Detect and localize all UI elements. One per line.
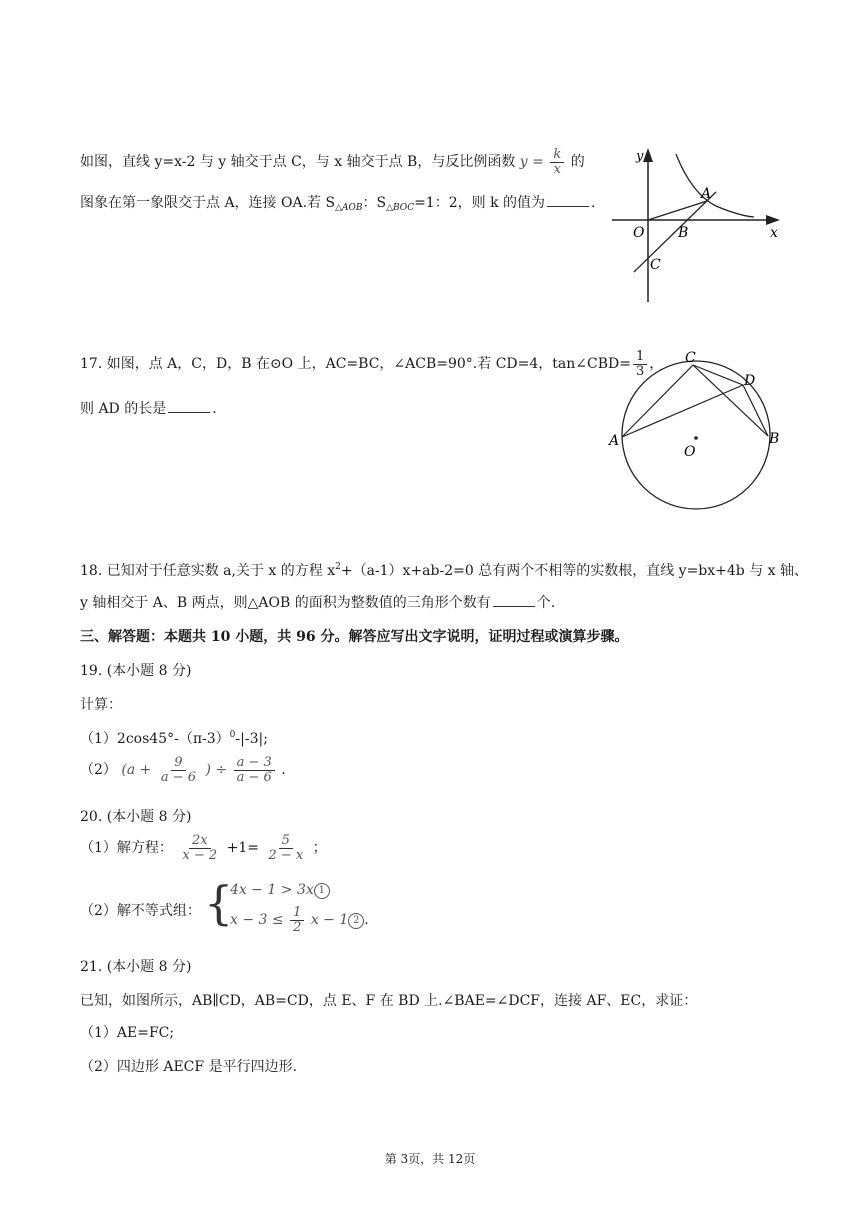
q20-part1: （1）解方程： $\frac{2x}{x - 2}$ +1= $\frac{5}{2 - x}$ ； [80, 833, 327, 863]
label-O: O [684, 444, 696, 460]
inequality-2: x − 3 ≤ $\frac{1}{2}$ x − 1 2 . [230, 905, 369, 935]
label-C: C [685, 350, 696, 366]
answer-blank-18 [493, 594, 535, 607]
q17-line1: 17. 如图，点 A，C，D，B 在⊙O 上，AC=BC，∠ACB=90°.若 CD=4，tan∠CBD= $\frac{1}{3}$ ， [80, 349, 664, 379]
chord-CD [693, 365, 743, 385]
q19-part1: $(1)2\cos 45^\circ-(\pi-3)^0-|-3|$; [80, 730, 268, 747]
q21-header: 21. (本小题 8 分) [80, 959, 192, 975]
q18-line1: 18. 已知对于任意实数 a,关于 x 的方程 $x^2+(a-1)x+ab-2=0$ 总有两个不相等的实数根，直线 y=bx+4b 与 x 轴、 [80, 562, 809, 579]
label-A: A [701, 186, 712, 202]
section-3-heading: 三、解答题：本题共 10 小题，共 96 分。解答应写出文字说明，证明过程或演算步骤。 [80, 629, 629, 645]
label-O: O [633, 225, 645, 241]
y-axis-arrow [643, 148, 653, 162]
chord-AD [622, 385, 743, 437]
line-y-x-2 [634, 192, 716, 272]
chord-AC [622, 365, 693, 437]
label-B: B [769, 431, 780, 447]
q18-line2: y 轴相交于 A、B 两点，则△AOB 的面积为整数值的三角形个数有 个. [80, 595, 556, 611]
figure-16-graph [608, 140, 788, 310]
page-footer: 第 3页，共 12页 [384, 1152, 476, 1166]
segment-OA [648, 201, 707, 220]
brace: { [204, 876, 234, 930]
q21-line1: 已知，如图所示，AB∥CD，AB=CD，点 E、F 在 BD 上.∠BAE=∠DCF，连接 AF、EC，求证： [80, 993, 698, 1009]
answer-blank-17 [168, 400, 210, 413]
q20-part2-label: （2）解不等式组： [80, 903, 201, 919]
q16-line1: 如图，直线 y=x-2 与 y 轴交于点 C，与 x 轴交于点 B，与反比例函数 y = $\frac{k}{x}$ 的 [80, 147, 585, 177]
q16-line2: 图象在第一象限交于点 A，连接 OA.若 $S_{\triangle AOB}$：$S_{\triangle BOC}=1$：2，则 k 的值为 . [80, 195, 596, 213]
x-axis-arrow [766, 215, 780, 225]
label-C: C [650, 257, 661, 273]
q20-header: 20. (本小题 8 分) [80, 809, 192, 825]
label-y: y [636, 149, 644, 164]
label-A: A [609, 433, 620, 449]
answer-blank-16 [547, 194, 589, 207]
figure-17-circle [606, 350, 786, 516]
chord-CB [693, 365, 768, 436]
q17-line2: 则 AD 的长是 . [80, 401, 217, 417]
q19-intro: 计算： [80, 697, 122, 713]
chord-DB [743, 385, 768, 436]
inequality-1: 4x − 1 > 3x 1 [230, 882, 330, 899]
center-dot [694, 436, 698, 440]
q21-part1: （1）AE=FC; [80, 1025, 175, 1041]
q19-header: 19. (本小题 8 分) [80, 663, 192, 679]
q19-part2: （2） (a + $\frac{9}{a - 6}$ ) ÷ $\frac{a - 3}{a - 6}$ . [80, 755, 286, 785]
q21-part2: （2）四边形 AECF 是平行四边形. [80, 1059, 298, 1075]
label-x: x [770, 225, 778, 241]
label-D: D [744, 373, 756, 389]
label-B: B [678, 225, 689, 241]
